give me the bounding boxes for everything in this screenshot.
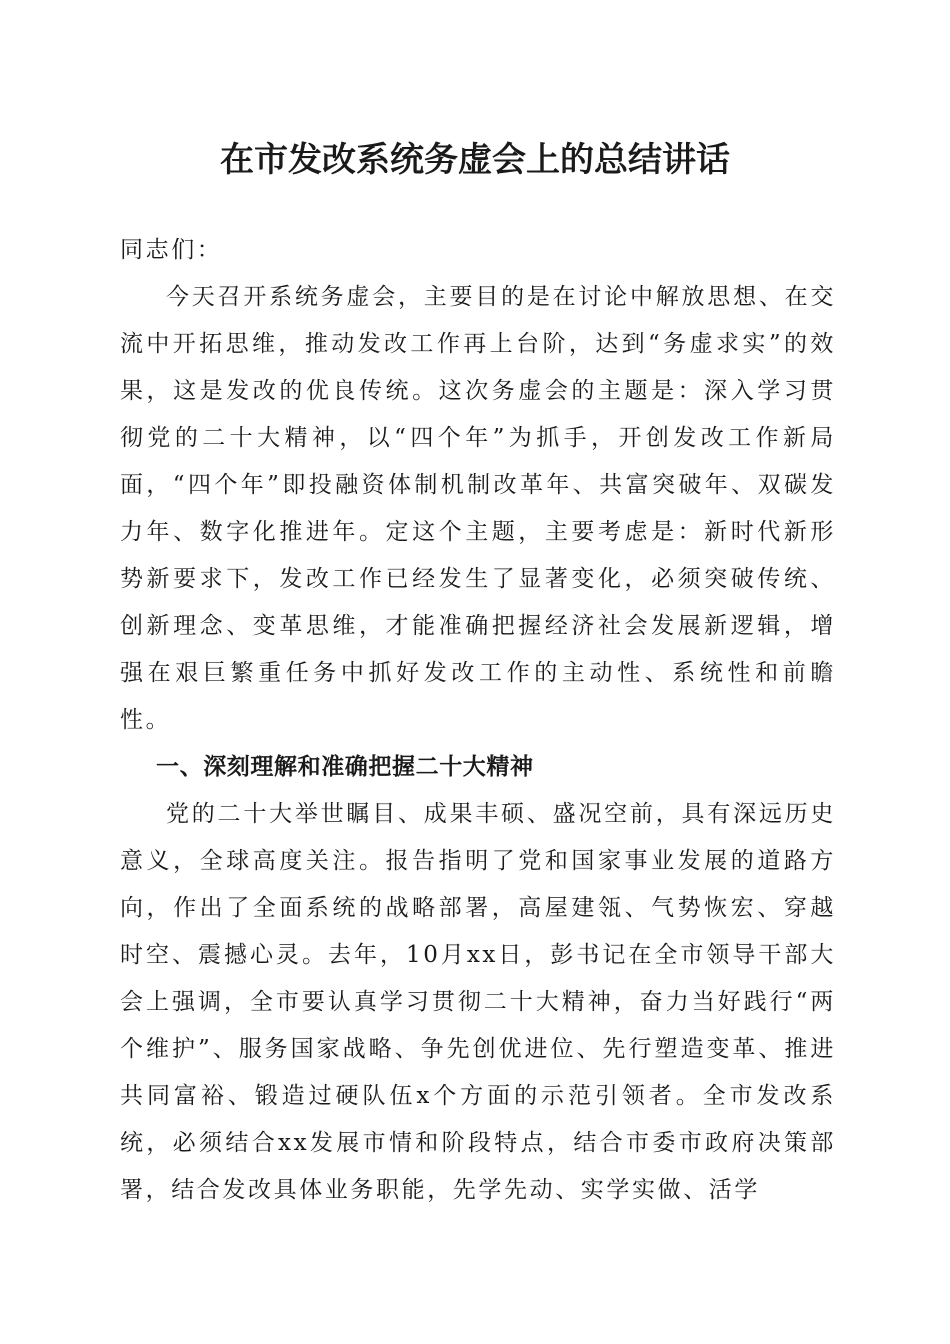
paragraph-section-1: 党的二十大举世瞩目、成果丰硕、盛况空前，具有深远历史意义，全球高度关注。报告指明了党和国家事业发展的道路方向，作出了全面系统的战略部署，高屋建瓴、气势恢宏、穿越时空、震撼心灵。去年，10月xx日，彭书记在全市领导干部大会上强调，全市要认真学习贯彻二十大精神，奋力当好践行“两个维护”、服务国家战略、争先创优进位、先行塑造变革、推进共同富裕、锻造过硬队伍x个方面的示范引领者。全市发改系统，必须结合xx发展市情和阶段特点，结合市委市政府决策部署，结合发改具体业务职能，先学先动、实学实做、活学 — [120, 801, 836, 1203]
section-heading-1: 一、深刻理解和准确把握二十大精神 — [156, 754, 534, 780]
salutation: 同志们： — [120, 237, 223, 263]
document-body — [120, 227, 836, 1214]
paragraph-intro: 今天召开系统务虚会，主要目的是在讨论中解放思想、在交流中开拓思维，推动发改工作再上台阶，达到“务虚求实”的效果，这是发改的优良传统。这次务虚会的主题是：深入学习贯彻党的二十大精神，以“四个年”为抓手，开创发改工作新局面，“四个年”即投融资体制机制改革年、共富突破年、双碳发力年、数字化推进年。定这个主题，主要考虑是：新时代新形势新要求下，发改工作已经发生了显著变化，必须突破传统、创新理念、变革思维，才能准确把握经济社会发展新逻辑，增强在艰巨繁重任务中抓好发改工作的主动性、系统性和前瞻性。 — [120, 284, 836, 733]
document-title: 在市发改系统务虚会上的总结讲话 — [220, 140, 730, 180]
